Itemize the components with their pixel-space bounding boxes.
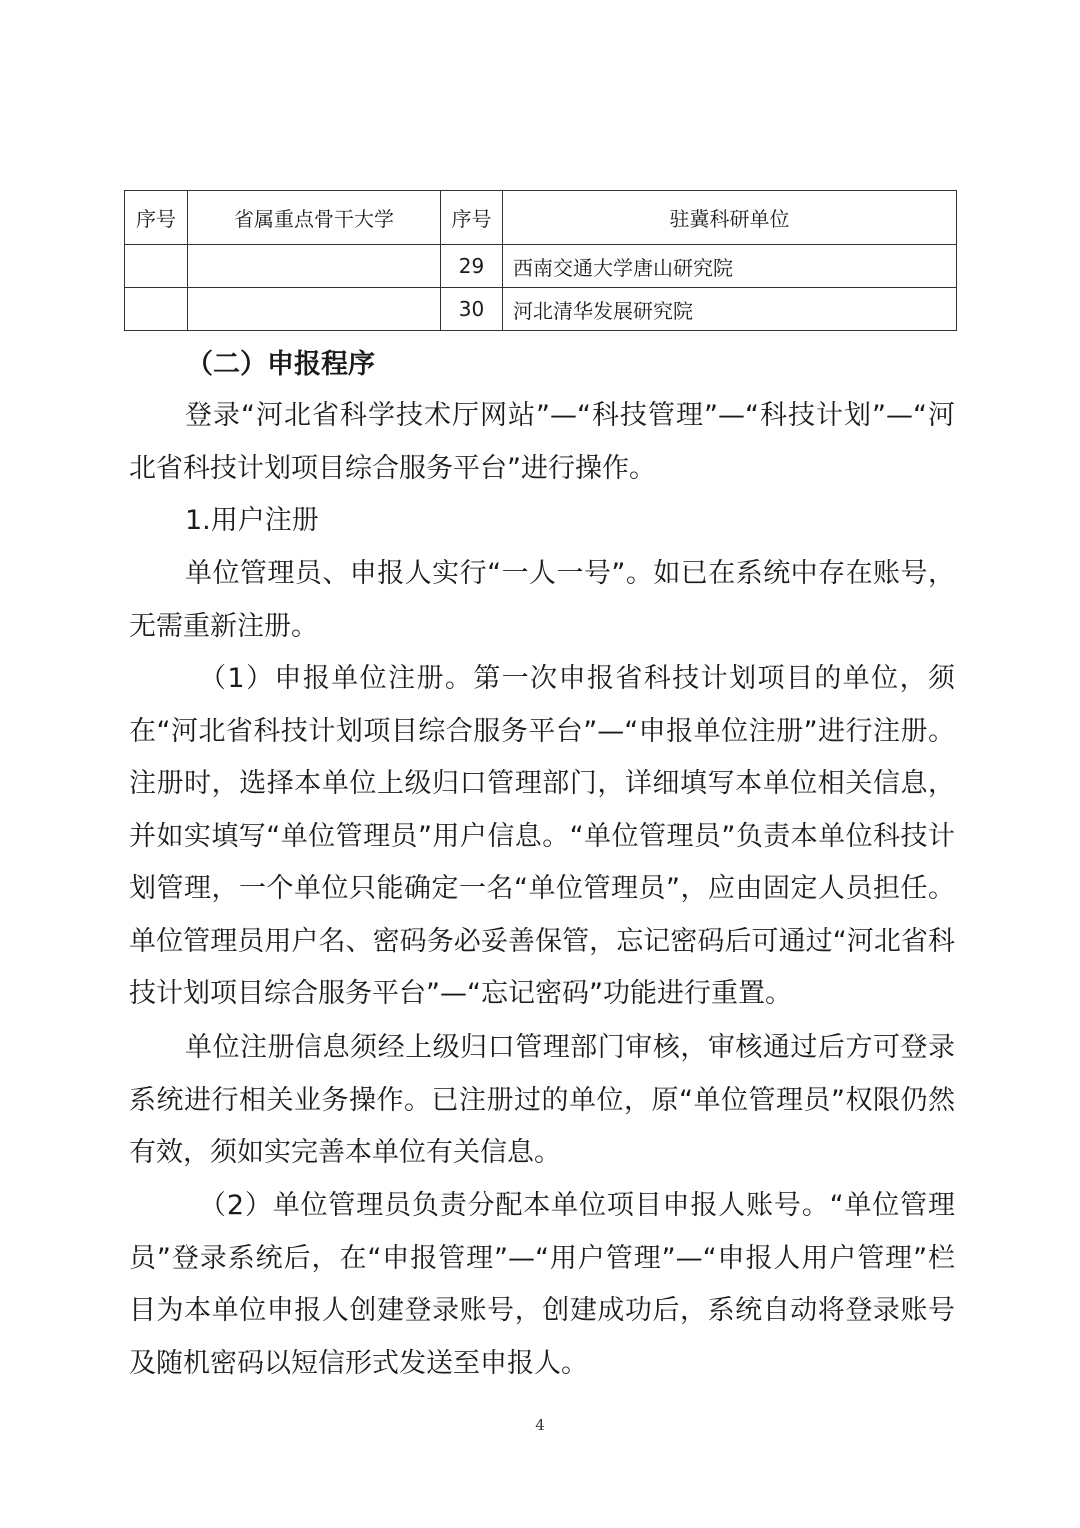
- cell-research-unit: 西南交通大学唐山研究院: [503, 245, 957, 288]
- cell-seq-2: 30: [441, 288, 503, 331]
- paragraph-unit-registration: （1）申报单位注册。第一次申报省科技计划项目的单位，须在“河北省科技计划项目综合服务平台”—“申报单位注册”进行注册。注册时，选择本单位上级归口管理部门，详细填写本单位相关信息，并如实填写“单位管理员”用户信息。“单位管理员”负责本单位科技计划管理，一个单位只能确定一名“单位管理员”，应由固定人员担任。单位管理员用户名、密码务必妥善保管，忘记密码后可通过“河北省科技计划项目综合服务平台”—“忘记密码”功能进行重置。: [129, 663, 955, 1009]
- cell-seq-2: 29: [441, 245, 503, 288]
- paragraph-account-assignment: （2）单位管理员负责分配本单位项目申报人账号。“单位管理员”登录系统后，在“申报管理”—“用户管理”—“申报人用户管理”栏目为本单位申报人创建登录账号，创建成功后，系统自动将登录账号及随机密码以短信形式发送至申报人。: [129, 1190, 955, 1379]
- cell-seq-1: [125, 245, 188, 288]
- header-university: 省属重点骨干大学: [188, 191, 441, 245]
- table-row: [125, 245, 957, 288]
- cell-research-unit: 河北清华发展研究院: [503, 288, 957, 331]
- header-seq-2: 序号: [441, 191, 503, 245]
- header-seq-1: 序号: [125, 191, 188, 245]
- header-research-unit: 驻冀科研单位: [503, 191, 957, 245]
- section-heading: （二）申报程序: [186, 349, 375, 380]
- page-number: 4: [535, 1416, 545, 1434]
- cell-university: [188, 288, 441, 331]
- cell-seq-1: [125, 288, 188, 331]
- paragraph-review: 单位注册信息须经上级归口管理部门审核，审核通过后方可登录系统进行相关业务操作。已注册过的单位，原“单位管理员”权限仍然有效，须如实完善本单位有关信息。: [129, 1032, 955, 1168]
- paragraph-one-account: 单位管理员、申报人实行“一人一号”。如已在系统中存在账号，无需重新注册。: [129, 558, 955, 642]
- research-units-table: [124, 190, 957, 331]
- paragraph-login: 登录“河北省科学技术厅网站”—“科技管理”—“科技计划”—“河北省科技计划项目综合服务平台”进行操作。: [129, 400, 955, 484]
- paragraph-user-registration: 1.用户注册: [185, 505, 319, 536]
- table-header-row: [125, 191, 957, 245]
- cell-university: [188, 245, 441, 288]
- table-row: [125, 288, 957, 331]
